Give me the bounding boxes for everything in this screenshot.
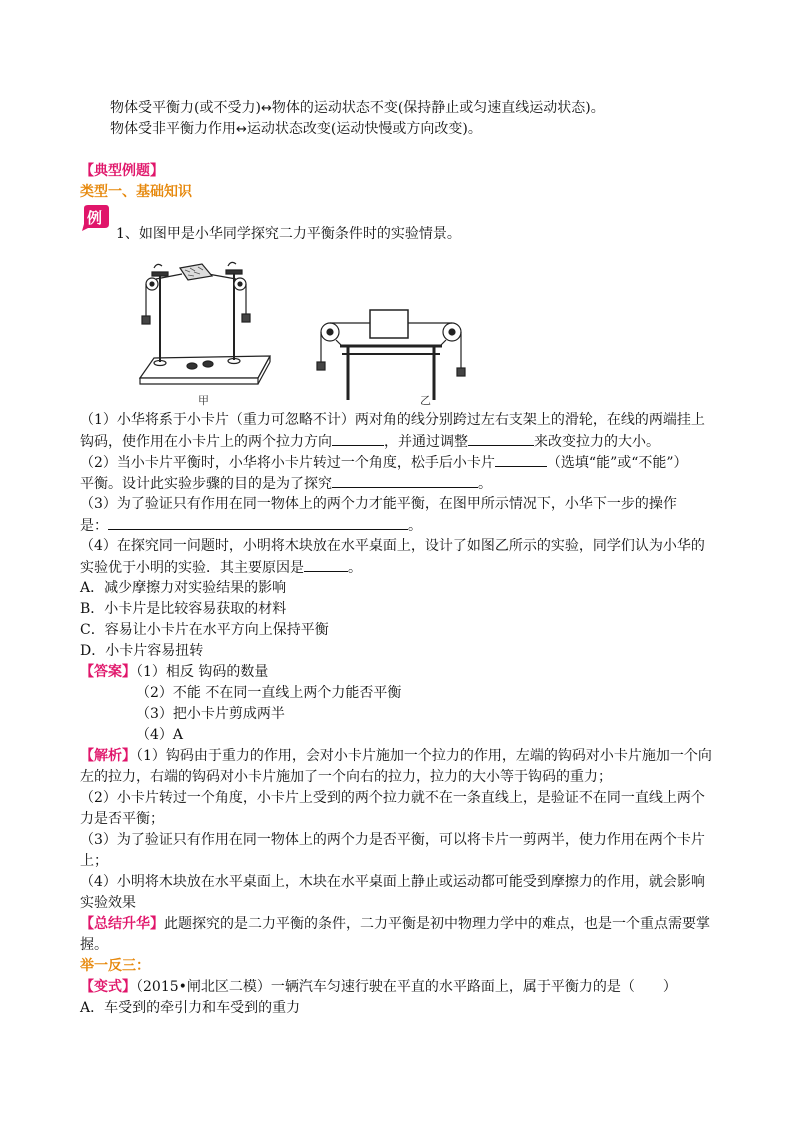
example-badge [80, 204, 110, 232]
answer-blank[interactable] [332, 431, 384, 446]
analysis-line-7: （4）小明将木块放在水平桌面上，木块在水平桌面上静止或运动都可能受到摩擦力的作用，就会影响 [80, 874, 705, 890]
analysis-line-4: 力是否平衡； [80, 811, 164, 827]
part-1-line-2: 钩码，使作用在小卡片上的两个拉力方向 ，并通过调整 来改变拉力的大小。 [80, 431, 660, 452]
variant-line: 【变式】（2015•闸北区二模）一辆汽车匀速行驶在平直的水平路面上，属于平衡力的是（ ） [80, 979, 677, 995]
part-4-line-2: 实验优于小明的实验．其主要原因是 。 [80, 557, 362, 578]
part-2-line-2: 平衡。设计此实验步骤的目的是为了探究 。 [80, 473, 492, 494]
summary-label: 【总结升华】 [80, 916, 164, 932]
part-2-line-1: （2）当小卡片平衡时，小华将小卡片转过一个角度，松手后小卡片 （选填“能”或“不能”） [80, 452, 688, 473]
analysis-line-1: 【解析】（1）钩码由于重力的作用，会对小卡片施加一个拉力的作用，左端的钩码对小卡片施加一个向 [80, 748, 712, 764]
double-arrow-icon: ↔ [260, 101, 272, 116]
answer-blank[interactable] [332, 473, 478, 488]
practice-heading: 举一反三： [80, 958, 150, 974]
figure-a-apparatus [140, 262, 270, 384]
answer-blank[interactable] [304, 557, 348, 572]
part-1-line-1: （1）小华将系于小卡片（重力可忽略不计）两对角的线分别跨过左右支架上的滑轮，在线的两端挂上 [80, 412, 705, 428]
section-heading: 【典型例题】 [80, 163, 164, 179]
answer-line-4: （4）A [136, 727, 184, 743]
figure-b-label: 乙 [420, 394, 431, 407]
option-d: D．小卡片容易扭转 [80, 643, 204, 659]
analysis-line-5: （3）为了验证只有作用在同一物体上的两个力是否平衡，可以将卡片一剪两半，使力作用在两个卡片 [80, 832, 705, 848]
answer-label: 【答案】 [80, 664, 136, 680]
analysis-line-6: 上； [80, 853, 108, 869]
answer-line-3: （3）把小卡片剪成两半 [136, 706, 285, 722]
figure-b-apparatus [317, 310, 465, 400]
analysis-line-2: 左的拉力，右端的钩码对小卡片施加了一个向右的拉力，拉力的大小等于钩码的重力； [80, 769, 612, 785]
example-badge-text: 例 [87, 209, 103, 227]
analysis-label: 【解析】 [80, 748, 136, 764]
experiment-figure [130, 250, 500, 410]
option-a: A．减少摩擦力对实验结果的影响 [80, 580, 287, 596]
question-stem: 1、如图甲是小华同学探究二力平衡条件时的实验情景。 [116, 226, 461, 242]
summary-line-2: 握。 [80, 937, 108, 953]
summary-line-1: 【总结升华】此题探究的是二力平衡的条件，二力平衡是初中物理力学中的难点，也是一个重点需要掌 [80, 916, 710, 932]
option-b: B．小卡片是比较容易获取的材料 [80, 601, 287, 617]
part-4-line-1: （4）在探究同一问题时，小明将木块放在水平桌面上，设计了如图乙所示的实验，同学们认为小华的 [80, 538, 705, 554]
option-c: C．容易让小卡片在水平方向上保持平衡 [80, 622, 329, 638]
intro-line-1: 物体受平衡力(或不受力)↔物体的运动状态不变(保持静止或匀速直线运动状态)。 [110, 100, 605, 116]
answer-blank[interactable] [468, 431, 534, 446]
answer-blank[interactable] [495, 452, 547, 467]
type-heading: 类型一、基础知识 [80, 184, 192, 200]
intro-line-2: 物体受非平衡力作用↔运动状态改变(运动快慢或方向改变)。 [110, 121, 482, 137]
part-3-line-1: （3）为了验证只有作用在同一物体上的两个力才能平衡，在图甲所示情况下，小华下一步的操作 [80, 496, 677, 512]
answer-line-2: （2）不能 不在同一直线上两个力能否平衡 [136, 685, 402, 701]
variant-option-a: A．车受到的牵引力和车受到的重力 [80, 1000, 301, 1016]
variant-label: 【变式】 [80, 979, 136, 995]
answer-line-1: 【答案】（1）相反 钩码的数量 [80, 664, 269, 680]
answer-blank[interactable] [108, 515, 408, 530]
part-3-line-2: 是： 。 [80, 515, 422, 536]
analysis-line-3: （2）小卡片转过一个角度，小卡片上受到的两个拉力就不在一条直线上，是验证不在同一直线上两个 [80, 790, 705, 806]
analysis-line-8: 实验效果 [80, 895, 136, 911]
double-arrow-icon: ↔ [236, 122, 247, 137]
figure-a-label: 甲 [198, 394, 209, 407]
